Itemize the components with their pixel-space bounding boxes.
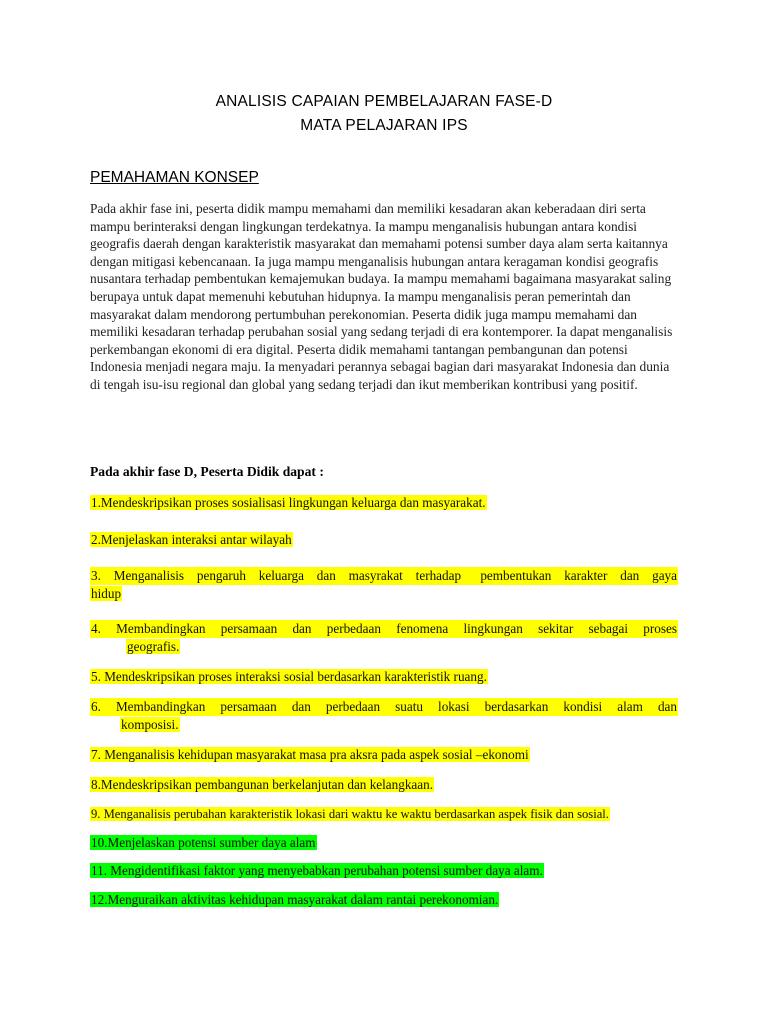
- list-item-text-line1: 4. Membandingkan persamaan dan perbedaan fenomena lingkungan sekitar sebagai proses: [91, 621, 677, 636]
- outcomes-lead: Pada akhir fase D, Peserta Didik dapat :: [90, 464, 324, 479]
- list-item-text: 1.Mendeskripsikan proses sosialisasi lingkungan keluarga dan masyarakat.: [91, 495, 486, 510]
- list-item-text-line2: hidup: [91, 586, 122, 601]
- list-item-text-line2: geografis.: [127, 639, 180, 654]
- list-item-text: 7. Menganalisis kehidupan masyarakat masa pra aksra pada aspek sosial –ekonomi: [91, 747, 529, 762]
- list-item-text-line1: 6. Membandingkan persamaan dan perbedaan suatu lokasi berdasarkan kondisi alam dan: [91, 699, 677, 714]
- list-item: [90, 805, 678, 823]
- list-item-text-line1: 3. Menganalisis pengaruh keluarga dan masyrakat terhadap pembentukan karakter dan gaya: [91, 568, 677, 583]
- list-item: [90, 746, 678, 764]
- concept-paragraph: Pada akhir fase ini, peserta didik mampu memahami dan memiliki kesadaran akan keberadaan diri serta mampu berinteraksi dengan lingkungan terdekatnya. Ia mampu menganalisis hubungan antara kondisi geografis daerah dengan karakteristik masyarakat dan memahami potensi sumber daya alam serta kaitannya dengan mitigasi kebencanaan. Ia juga mampu menganalisis hubungan antara keragaman kondisi geografis nusantara terhadap pembentukan kemajemukan budaya. Ia mampu memahami bagaimana masyarakat saling berupaya untuk dapat memenuhi kebutuhan hidupnya. Ia mampu menganalisis peran pemerintah dan masyarakat dalam mendorong pertumbuhan perekonomian. Peserta didik juga mampu memahami dan memiliki kesadaran terhadap perubahan sosial yang sedang terjadi di era kontemporer. Ia dapat menganalisis perkembangan ekonomi di era digital. Peserta didik memahami tantangan pembangunan dan potensi Indonesia menjadi negara maju. Ia menyadari perannya sebagai bagian dari masyarakat Indonesia dan dunia di tengah isu-isu regional dan global yang sedang terjadi dan ikut memberikan kontribusi yang positif.: [90, 201, 673, 392]
- list-item-text: 9. Menganalisis perubahan karakteristik lokasi dari waktu ke waktu berdasarkan aspek fisik dan sosial.: [91, 807, 609, 821]
- list-item-text: 10.Menjelaskan potensi sumber daya alam: [91, 835, 316, 850]
- document-title-line2: MATA PELAJARAN IPS: [300, 117, 468, 134]
- list-item: [90, 862, 678, 880]
- list-item-text: 2.Menjelaskan interaksi antar wilayah: [91, 532, 292, 547]
- list-item-text: 11. Mengidentifikasi faktor yang menyebabkan perubahan potensi sumber daya alam.: [91, 863, 543, 878]
- list-item: [90, 668, 678, 686]
- document-title-line1: ANALISIS CAPAIAN PEMBELAJARAN FASE-D: [215, 93, 553, 110]
- list-item: [90, 620, 678, 656]
- list-item-text: 5. Mendeskripsikan proses interaksi sosial berdasarkan karakteristik ruang.: [91, 669, 487, 684]
- list-item: [90, 494, 678, 512]
- list-item: [90, 698, 678, 734]
- list-item-text-line2: komposisi.: [121, 717, 179, 732]
- list-item: [90, 567, 678, 603]
- list-item-text: 12.Menguraikan aktivitas kehidupan masyarakat dalam rantai perekonomian.: [91, 892, 499, 907]
- list-item: [90, 834, 678, 852]
- section-heading: PEMAHAMAN KONSEP: [90, 169, 259, 186]
- list-item: [90, 776, 678, 794]
- list-item-text: 8.Mendeskripsikan pembangunan berkelanjutan dan kelangkaan.: [91, 777, 434, 792]
- list-item: [90, 891, 678, 909]
- list-item: [90, 531, 678, 549]
